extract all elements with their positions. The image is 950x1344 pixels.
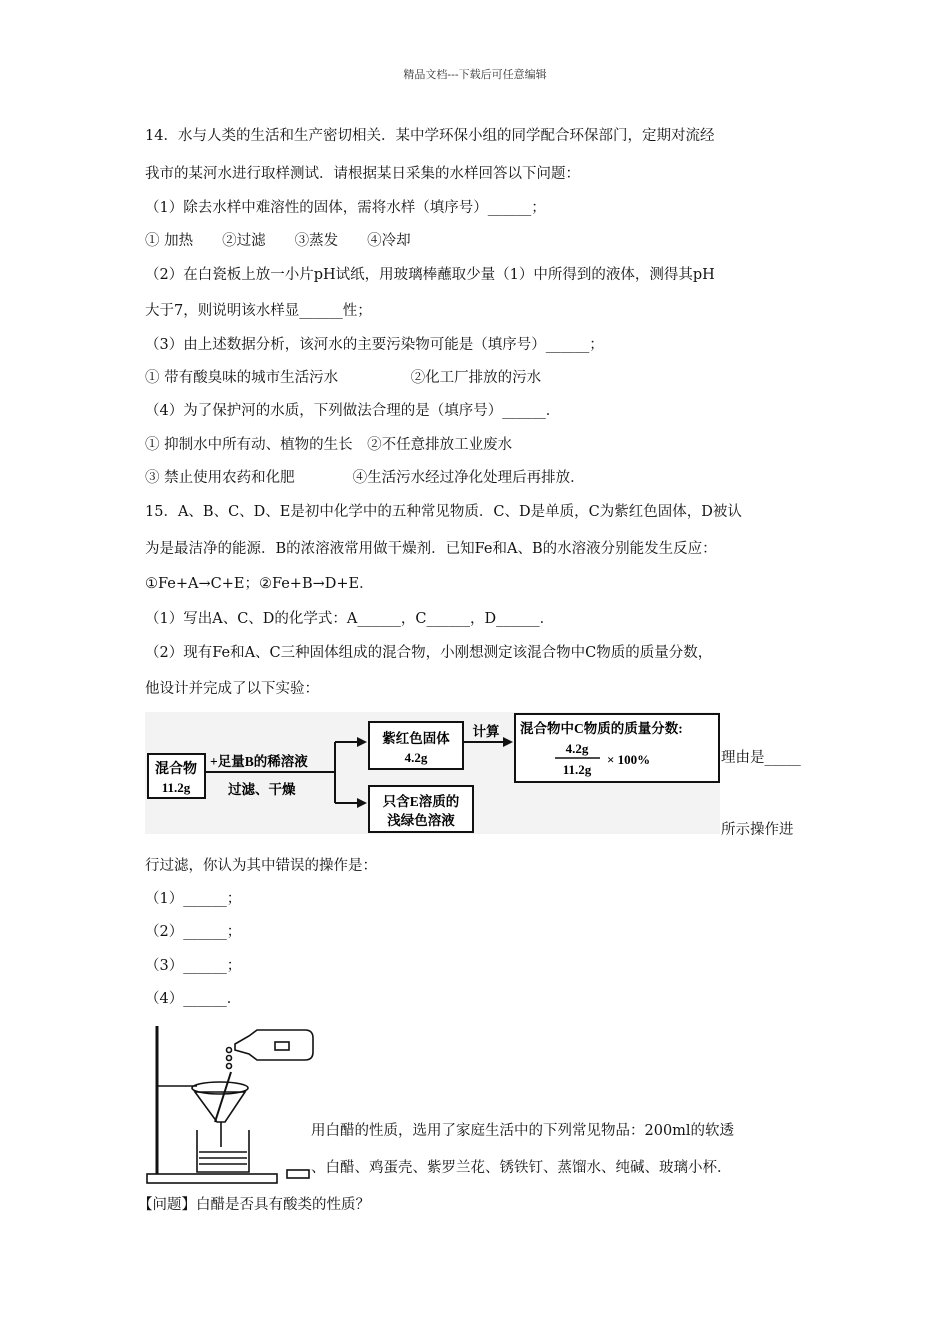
mixture-label: 混合物 xyxy=(155,762,197,777)
filter-answer-1: （1）______； xyxy=(145,891,242,907)
filter-question: 行过滤，你认为其中错误的操作是： xyxy=(145,858,377,874)
operation-fragment: 所示操作进 xyxy=(721,822,794,838)
solid-mass: 4.2g xyxy=(404,750,428,765)
mixture-mass: 11.2g xyxy=(161,780,191,795)
q14-part4-options-b: ③ 禁止使用农药和化肥 ④生活污水经过净化处理后再排放． xyxy=(145,470,585,486)
result-numerator: 4.2g xyxy=(565,741,589,756)
filtration-apparatus-illustration xyxy=(145,1022,315,1187)
result-title: 混合物中C物质的质量分数: xyxy=(520,721,683,736)
q14-part2-cont: 大于7，则说明该水样显______性； xyxy=(145,303,372,319)
result-denominator: 11.2g xyxy=(562,762,592,777)
q14-part1-options: ① 加热 ②过滤 ③蒸发 ④冷却 xyxy=(145,233,411,249)
reagent-label: +足量B的稀溶液 xyxy=(210,754,308,769)
q15-line-2: 为是最洁净的能源．B的浓溶液常用做干燥剂．已知Fe和A、B的水溶液分别能发生反应： xyxy=(145,541,717,557)
q15-line-1: 15．A、B、C、D、E是初中化学中的五种常见物质．C、D是单质，C为紫红色固体，D被认 xyxy=(145,504,742,520)
q14-part3: （3）由上述数据分析，该河水的主要污染物可能是（填序号）______； xyxy=(145,337,604,353)
vinegar-line-1: 用白醋的性质，选用了家庭生活中的下列常见物品：200ml的软透 xyxy=(311,1123,735,1139)
solution-label-1: 只含E溶质的 xyxy=(382,794,460,809)
q14-part1: （1）除去水样中难溶性的固体，需将水样（填序号）______； xyxy=(145,200,546,216)
q14-line-2: 我市的某河水进行取样测试．请根据某日采集的水样回答以下问题： xyxy=(145,166,580,182)
question-heading: 【问题】白醋是否具有酸类的性质？ xyxy=(138,1197,370,1213)
q14-part4: （4）为了保护河的水质，下列做法合理的是（填序号）______． xyxy=(145,403,561,419)
q14-part4-options-a: ① 抑制水中所有动、植物的生长 ②不任意排放工业废水 xyxy=(145,437,513,453)
reason-fragment: 理由是_____ xyxy=(721,750,801,766)
q15-part2: （2）现有Fe和A、C三种固体组成的混合物，小刚想测定该混合物中C物质的质量分数， xyxy=(145,645,713,661)
solid-label: 紫红色固体 xyxy=(382,731,450,746)
filter-answer-3: （3）______； xyxy=(145,958,242,974)
q14-line-1: 14．水与人类的生活和生产密切相关．某中学环保小组的同学配合环保部门，定期对流经 xyxy=(145,128,715,144)
calc-label: 计算 xyxy=(472,724,500,739)
filter-answer-2: （2）______； xyxy=(145,924,242,940)
q14-part2: （2）在白瓷板上放一小片pH试纸，用玻璃棒蘸取少量（1）中所得到的液体，测得其pH xyxy=(145,267,715,283)
vinegar-line-2: 、白醋、鸡蛋壳、紫罗兰花、锈铁钉、蒸馏水、纯碱、玻璃小杯． xyxy=(311,1160,732,1176)
solution-label-2: 浅绿色溶液 xyxy=(387,813,455,828)
result-multiplier: × 100% xyxy=(607,752,651,767)
experiment-flowchart xyxy=(145,712,720,834)
page-header: 精品文档---下载后可任意编辑 xyxy=(403,68,547,81)
q14-part3-options: ① 带有酸臭味的城市生活污水 ②化工厂排放的污水 xyxy=(145,370,542,386)
q15-part2-cont: 他设计并完成了以下实验： xyxy=(145,681,319,697)
q15-reactions: ①Fe+A→C+E；②Fe+B→D+E． xyxy=(145,576,374,592)
q15-part1: （1）写出A、C、D的化学式：A______，C______，D______． xyxy=(145,611,555,627)
operation-label: 过滤、干燥 xyxy=(228,782,296,797)
filter-answer-4: （4）______． xyxy=(145,991,242,1007)
